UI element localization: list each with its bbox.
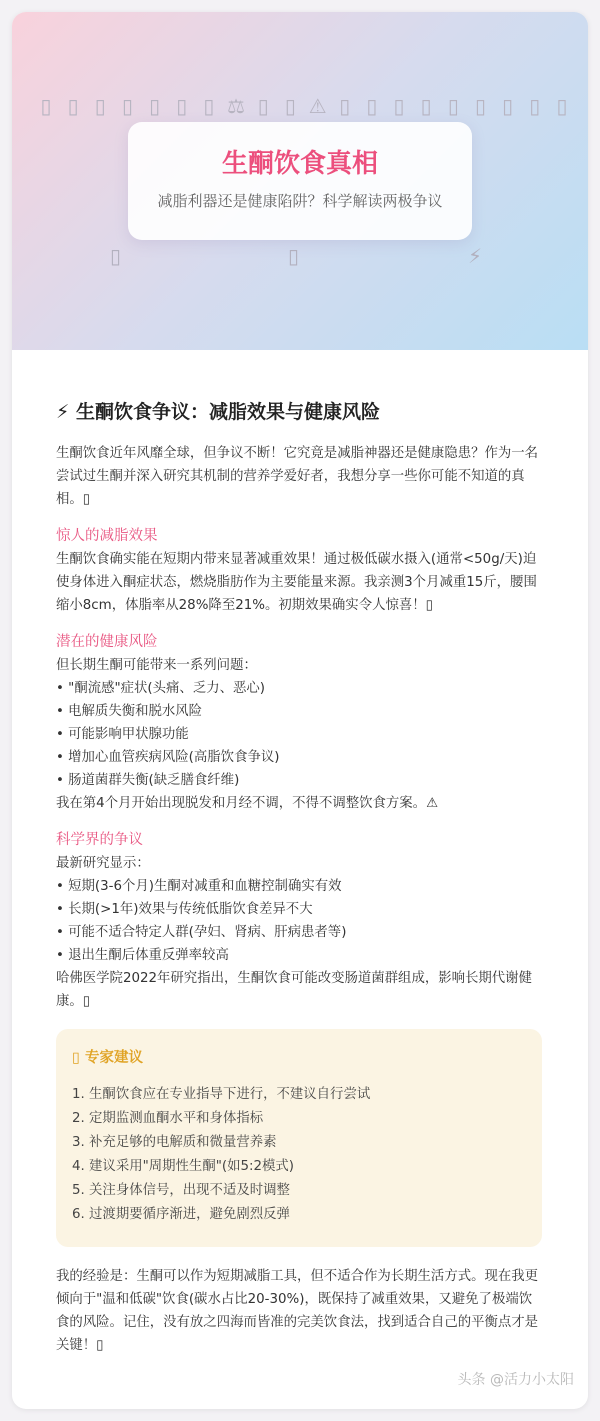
article-heading: ⚡ 生酮饮食争议：减脂效果与健康风险 [56, 401, 380, 423]
hero-title-box [128, 122, 472, 240]
advice-list [72, 1083, 524, 1227]
deco-icon: ▯ [176, 94, 188, 118]
deco-icon: ▯ [257, 94, 269, 118]
advice-item: 3. 补充足够的电解质和微量营养素 [72, 1135, 277, 1150]
advice-item: 1. 生酮饮食应在专业指导下进行，不建议自行尝试 [72, 1087, 371, 1102]
closing-paragraph: 我的经验是：生酮可以作为短期减脂工具，但不适合作为长期生活方式。现在我更倾向于"温和低碳"饮食(碳水占比20-30%)，既保持了减重效果，又避免了极端饮食的风险。记住，没有放之四海而皆准的完美饮食法，找到适合自己的平衡点才是关键！▯ [56, 1269, 539, 1353]
list-item: • 短期(3-6个月)生酮对减重和血糖控制确实有效 [56, 879, 342, 894]
section-tail: 我在第4个月开始出现脱发和月经不调，不得不调整饮食方案。⚠ [56, 796, 439, 811]
list-item: • 增加心血管疾病风险(高脂饮食争议) [56, 750, 280, 765]
advice-item: 5. 关注身体信号，出现不适及时调整 [72, 1183, 290, 1198]
warning-icon: ⚠ [308, 94, 327, 118]
hero-title: 生酮饮食真相 [221, 149, 378, 179]
section-title-weight-loss: 惊人的减脂效果 [56, 528, 158, 544]
deco-icon: ▯ [40, 94, 52, 118]
deco-icon: ▯ [447, 94, 459, 118]
deco-icon: ▯ [110, 244, 122, 268]
source-watermark: 头条 @活力小太阳 [457, 1372, 574, 1388]
scale-icon: ⚖ [227, 94, 246, 118]
expert-advice-title: ▯ 专家建议 [72, 1050, 144, 1066]
research-list [56, 875, 542, 967]
section-title-scientific-debate: 科学界的争议 [56, 832, 143, 848]
deco-icon: ▯ [529, 94, 541, 118]
list-item: • 可能影响甲状腺功能 [56, 727, 189, 742]
deco-icon: ▯ [556, 94, 568, 118]
deco-icon: ▯ [94, 94, 106, 118]
expert-advice-box [56, 1029, 542, 1247]
deco-icon: ▯ [339, 94, 351, 118]
deco-icon: ▯ [67, 94, 79, 118]
list-item: • "酮流感"症状(头痛、乏力、恶心) [56, 681, 265, 696]
section-lead: 最新研究显示： [56, 856, 150, 871]
advice-item: 4. 建议采用"周期性生酮"(如5:2模式) [72, 1159, 295, 1174]
hero-subtitle: 减脂利器还是健康陷阱？科学解读两极争议 [157, 192, 443, 210]
section-tail: 哈佛医学院2022年研究指出，生酮饮食可能改变肠道菌群组成，影响长期代谢健康。▯ [56, 971, 532, 1009]
list-item: • 肠道菌群失衡(缺乏膳食纤维) [56, 773, 240, 788]
deco-icon: ▯ [149, 94, 161, 118]
list-item: • 可能不适合特定人群(孕妇、肾病、肝病患者等) [56, 925, 347, 940]
risk-list [56, 677, 542, 792]
section-paragraph: 生酮饮食确实能在短期内带来显著减重效果！通过极低碳水摄入(通常<50g/天)迫使身体进入酮症状态，燃烧脂肪作为主要能量来源。我亲测3个月减重15斤，腰围缩小8cm，体脂率从28%降至21%。初期效果确实令人惊喜！▯ [56, 552, 537, 613]
hero-banner [12, 12, 588, 350]
deco-icon: ▯ [288, 244, 300, 268]
intro-paragraph: 生酮饮食近年风靡全球，但争议不断！它究竟是减脂神器还是健康隐患？作为一名尝试过生酮并深入研究其机制的营养学爱好者，我想分享一些你可能不知道的真相。▯ [56, 446, 539, 507]
lightning-icon: ⚡ [468, 244, 483, 268]
decorative-icon-row [34, 92, 574, 120]
deco-icon: ▯ [284, 94, 296, 118]
deco-icon: ▯ [121, 94, 133, 118]
deco-icon: ▯ [366, 94, 378, 118]
deco-icon: ▯ [502, 94, 514, 118]
list-item: • 电解质失衡和脱水风险 [56, 704, 203, 719]
advice-item: 2. 定期监测血酮水平和身体指标 [72, 1111, 264, 1126]
article-card [12, 12, 588, 1409]
article-body [12, 398, 588, 1357]
advice-item: 6. 过渡期要循序渐进，避免剧烈反弹 [72, 1207, 290, 1222]
list-item: • 退出生酮后体重反弹率较高 [56, 948, 229, 963]
section-lead: 但长期生酮可能带来一系列问题： [56, 658, 257, 673]
deco-icon: ▯ [203, 94, 215, 118]
list-item: • 长期(>1年)效果与传统低脂饮食差异不大 [56, 902, 313, 917]
section-title-health-risks: 潜在的健康风险 [56, 634, 158, 650]
deco-icon: ▯ [420, 94, 432, 118]
deco-icon: ▯ [474, 94, 486, 118]
deco-icon: ▯ [393, 94, 405, 118]
